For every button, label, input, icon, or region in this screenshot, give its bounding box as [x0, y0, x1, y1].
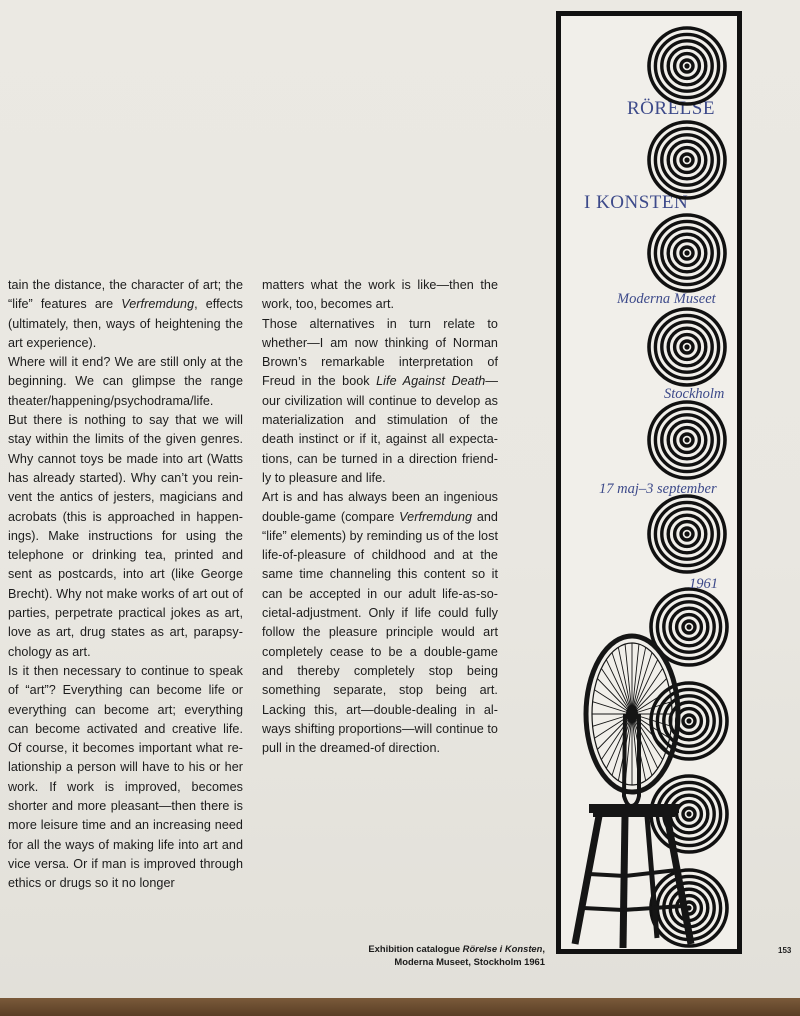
paragraph	[8, 276, 243, 353]
text-segment: and “life” elements) by reminding us of the lost life-of-pleasure of childhood and at the same time channeling this content so it can be accepted in our adult life-as-so-cietal-adjustment. Only if life could fully follow the pleasure principle would art completely cease to be a double-game and thereby completely stop being something separate, stop being art. Lacking this, art—double-dealing in al-ways shifting proportions—will continue to pull in the dreamed-of direction.	[262, 509, 498, 756]
table-edge	[0, 998, 800, 1016]
text-segment: Those alternatives in turn relate to whether—I am now thinking of Norman Brown’s remarkable interpretation of Freud in the book	[262, 316, 498, 389]
paragraph	[262, 276, 498, 315]
text-segment: tain the distance, the character of art; the “life” features are	[8, 278, 243, 312]
text-segment: —our civilization will continue to develop as materialization and stimulation of the death instinct or if it, against all expecta-tions, can be turned in a direction friend-ly to pleasure and life.	[262, 374, 498, 485]
text-segment: , effects (ultimately, then, ways of heightening the art experience).	[8, 297, 243, 350]
paragraph	[8, 411, 243, 662]
text-segment: Where will it end? We are still only at the beginning. We can glimpse the range theater/happening/psychodrama/life.	[8, 355, 243, 408]
concentric-target-icon	[647, 400, 727, 480]
poster-panel	[561, 16, 737, 949]
caption-title: Rörelse i Konsten	[462, 943, 543, 954]
italic-text: Verfremdung	[121, 297, 195, 312]
poster-venue: Moderna Museet	[617, 291, 716, 307]
figure-caption	[368, 942, 545, 968]
paragraph	[262, 315, 498, 489]
caption-suffix: ,	[542, 943, 545, 954]
text-column-left	[8, 276, 243, 894]
poster-title-line2: I KONSTEN	[584, 192, 689, 213]
paragraph	[8, 662, 243, 894]
paragraph	[8, 353, 243, 411]
concentric-target-icon	[647, 26, 727, 106]
text-segment: Is it then necessary to continue to speak of “art”? Everything can become life or everything can become art; everything can become activated and creative life. Of course, it becomes important what re-lationship a person will have to his or her work. If work is improved, becomes shorter and more pleasant—then there is more leisure time and an increasing need for all the ways of making life into art and vice versa. Or if man is improved through ethics or drugs so it no longer	[8, 663, 243, 891]
poster-title-line1: RÖRELSE	[627, 98, 715, 119]
caption-prefix: Exhibition catalogue	[368, 943, 463, 954]
paragraph	[262, 488, 498, 758]
concentric-target-icon	[647, 307, 727, 387]
text-segment: Art is and has always been an ingenious double-game (compare	[262, 490, 498, 524]
page-number: 153	[778, 946, 792, 955]
exhibition-poster	[556, 11, 742, 954]
italic-text: Verfremdung	[399, 509, 473, 524]
poster-year: 1961	[689, 576, 718, 592]
concentric-target-icon	[647, 494, 727, 574]
text-segment: But there is nothing to say that we will stay within the limits of the given genres. Why cannot toys be made into art (Watts has already started). Why can’t you rein-vent the antics of jesters, magicians and acrobats (this is approached in happen-ings). Make instructions for using the telephone or drinking tea, printed and sent as postcards, into art (like George Brecht). Why not make works of art out of parties, perpetrate practical jokes as art, love as art, drug states as art, parapsy-chology as art.	[8, 413, 243, 659]
text-segment: matters what the work is like—then the work, too, becomes art.	[262, 278, 498, 312]
concentric-target-icon	[647, 213, 727, 293]
italic-text: Life Against Death	[376, 374, 486, 389]
bicycle-wheel-on-stool-image	[567, 626, 697, 949]
poster-city: Stockholm	[664, 386, 725, 402]
concentric-target-icon	[647, 120, 727, 200]
caption-line2: Moderna Museet, Stockholm 1961	[394, 956, 545, 967]
text-column-right	[262, 276, 498, 758]
poster-dates: 17 maj–3 september	[599, 481, 717, 497]
